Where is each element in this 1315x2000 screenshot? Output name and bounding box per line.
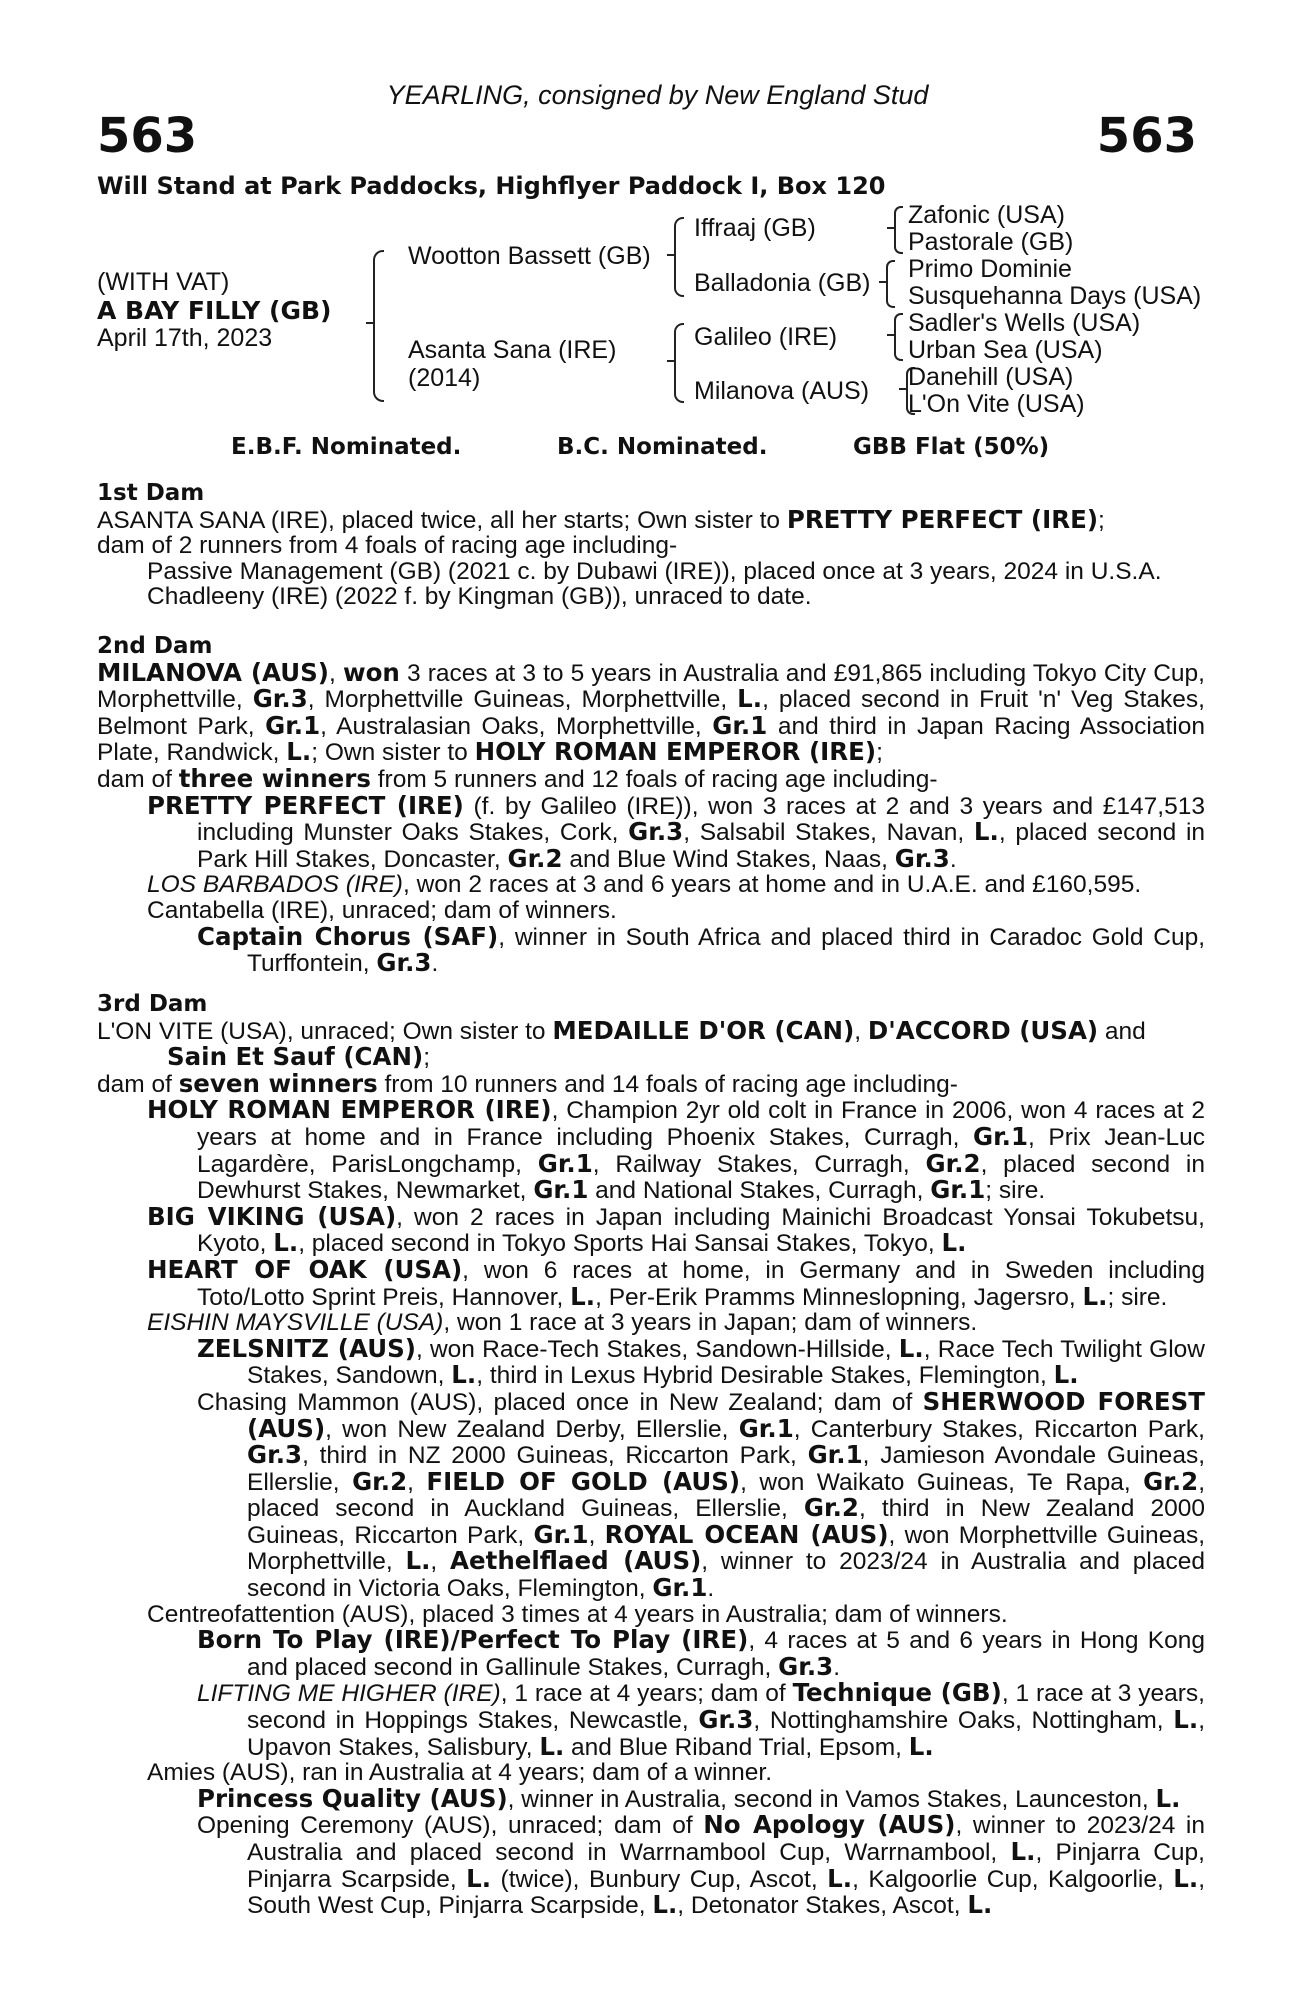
- second-dam-heading: 2nd Dam: [97, 633, 213, 659]
- progeny-entry: Chasing Mammon (AUS), placed once in New Zealand; dam of SHERWOOD FOREST (AUS), won New Zealand Derby, Ellerslie, Gr.1, Canterbury Stakes, Riccarton Park, Gr.3, third in NZ 2000 Guineas, Riccarton Park, Gr.1, Jamieson Avondale Guineas, Ellerslie, Gr.2, FIELD OF GOLD (AUS), won Waikato Guineas, Te Rapa, Gr.2, placed second in Auckland Guineas, Ellerslie, Gr.2, third in New Zealand 2000 Guineas, Riccarton Park, Gr.1, ROYAL OCEAN (AUS), won Morphettville Guineas, Morphettville, L., Aethelflaed (AUS), winner to 2023/24 in Australia and placed second in Victoria Oaks, Flemington, Gr.1.: [197, 1386, 1206, 1603]
- progeny-entry: Cantabella (IRE), unraced; dam of winners.: [147, 896, 617, 924]
- progeny-entry: Captain Chorus (SAF), winner in South Africa and placed third in Caradoc Gold Cup, Turffontein, Gr.3.: [197, 921, 1205, 978]
- pedigree-dam-year: (2014): [408, 364, 481, 392]
- first-dam-heading: 1st Dam: [97, 480, 205, 506]
- progeny-entry: Opening Ceremony (AUS), unraced; dam of No Apology (AUS), winner to 2023/24 in Australia and placed second in Warrnambool Cup, Warrnambool, L., Pinjarra Cup, Pinjarra Scarpside, L. (twice), Bunbury Cup, Ascot, L., Kalgoorlie Cup, Kalgoorlie, L., South West Cup, Pinjarra Scarpside, L., Detonator Stakes, Ascot, L.: [197, 1810, 1205, 1920]
- pedigree-sire: Wootton Bassett (GB): [408, 242, 651, 270]
- pedigree-dam-sire: Galileo (IRE): [694, 323, 838, 351]
- third-dam-produce-line: dam of seven winners from 10 runners and 14 foals of racing age including-: [97, 1068, 958, 1098]
- date-of-birth: April 17th, 2023: [97, 324, 273, 352]
- progeny-entry: Princess Quality (AUS), winner in Australia, second in Vamos Stakes, Launceston, L.: [197, 1783, 1181, 1813]
- progeny-entry: HOLY ROMAN EMPEROR (IRE), Champion 2yr old colt in France in 2006, won 4 races at 2 years at home and in France including Phoenix Stakes, Curragh, Gr.1, Prix Jean-Luc Lagardère, ParisLongchamp, Gr.1, Railway Stakes, Curragh, Gr.2, placed second in Dewhurst Stakes, Newmarket, Gr.1 and National Stakes, Curragh, Gr.1; sire.: [147, 1095, 1205, 1205]
- second-dam-section: [97, 634, 1205, 977]
- first-dam-section: [97, 481, 1205, 610]
- first-dam-produce-line: dam of 2 runners from 4 foals of racing age including-: [97, 532, 678, 560]
- pedigree-sds: Primo Dominie: [908, 255, 1072, 283]
- pedigree-dds: Danehill (USA): [908, 363, 1074, 391]
- pedigree-ddd: L'On Vite (USA): [908, 390, 1085, 418]
- progeny-entry: ZELSNITZ (AUS), won Race-Tech Stakes, Sandown-Hillside, L., Race Tech Twilight Glow Stakes, Sandown, L., third in Lexus Hybrid Desirable Stakes, Flemington, L.: [197, 1333, 1205, 1390]
- sibling-name: PRETTY PERFECT (IRE): [786, 504, 1099, 534]
- lot-number-right: 563: [1096, 108, 1197, 164]
- progeny-entry: LIFTING ME HIGHER (IRE), 1 race at 4 years; dam of Technique (GB), 1 race at 3 years, second in Hoppings Stakes, Newcastle, Gr.3, Nottinghamshire Oaks, Nottingham, L., Upavon Stakes, Salisbury, L. and Blue Riband Trial, Epsom, L.: [197, 1678, 1205, 1761]
- vat-label: (WITH VAT): [97, 268, 230, 296]
- second-dam-entry: MILANOVA (AUS), won 3 races at 3 to 5 years in Australia and £91,865 including Tokyo City Cup, Morphettville, Gr.3, Morphettville Guineas, Morphettville, L., placed second in Fruit 'n' Veg Stakes, Belmont Park, Gr.1, Australasian Oaks, Morphettville, Gr.1 and third in Japan Racing Association Plate, Randwick, L.; Own sister to HOLY ROMAN EMPEROR (IRE);: [97, 657, 1205, 767]
- second-dam-produce-line: dam of three winners from 5 runners and 12 foals of racing age including-: [97, 763, 938, 793]
- horse-name: A BAY FILLY (GB): [97, 296, 332, 325]
- pedigree-dam: Asanta Sana (IRE): [408, 336, 617, 364]
- progeny-entry: PRETTY PERFECT (IRE) (f. by Galileo (IRE)), won 3 races at 2 and 3 years and £147,513 including Munster Oaks Stakes, Cork, Gr.3, Salsabil Stakes, Navan, L., placed second in Park Hill Stakes, Doncaster, Gr.2 and Blue Wind Stakes, Naas, Gr.3.: [147, 790, 1206, 873]
- first-dam-line: ASANTA SANA (IRE), placed twice, all her starts; Own sister to PRETTY PERFECT (IRE);: [97, 504, 1105, 534]
- progeny-entry: BIG VIKING (USA), won 2 races in Japan including Mainichi Broadcast Yonsai Tokubetsu, Kyoto, L., placed second in Tokyo Sports Hai Sansai Stakes, Tokyo, L.: [147, 1201, 1205, 1258]
- bc-nomination: B.C. Nominated.: [557, 434, 768, 460]
- third-dam-entry: L'ON VITE (USA), unraced; Own sister to MEDAILLE D'OR (CAN), D'ACCORD (USA) and Sain Et Sauf (CAN);: [97, 1015, 1146, 1072]
- pedigree-dsd: Urban Sea (USA): [908, 336, 1103, 364]
- progeny-entry: Centreofattention (AUS), placed 3 times at 4 years in Australia; dam of winners.: [147, 1600, 1008, 1628]
- progeny-entry: HEART OF OAK (USA), won 6 races at home, in Germany and in Sweden including Toto/Lotto Sprint Preis, Hannover, L., Per-Erik Pramms Minneslopning, Jagersro, L.; sire.: [147, 1254, 1205, 1311]
- pedigree-sdd: Susquehanna Days (USA): [908, 282, 1202, 310]
- stand-location: Will Stand at Park Paddocks, Highflyer Paddock I, Box 120: [97, 172, 886, 200]
- pedigree-dss: Sadler's Wells (USA): [908, 309, 1141, 337]
- third-dam-section: [97, 992, 1205, 1919]
- progeny-entry: LOS BARBADOS (IRE), won 2 races at 3 and 6 years at home and in U.A.E. and £160,595.: [147, 871, 1142, 899]
- progeny-entry: EISHIN MAYSVILLE (USA), won 1 race at 3 years in Japan; dam of winners.: [147, 1309, 978, 1337]
- ebf-nomination: E.B.F. Nominated.: [231, 434, 462, 460]
- progeny-entry: Chadleeny (IRE) (2022 f. by Kingman (GB)), unraced to date.: [147, 583, 812, 611]
- progeny-entry: Born To Play (IRE)/Perfect To Play (IRE), 4 races at 5 and 6 years in Hong Kong and placed second in Gallinule Stakes, Curragh, Gr.3.: [197, 1625, 1205, 1681]
- progeny-entry: Passive Management (GB) (2021 c. by Dubawi (IRE)), placed once at 3 years, 2024 in U.S.A.: [147, 557, 1162, 585]
- third-dam-heading: 3rd Dam: [97, 991, 208, 1017]
- lot-number-left: 563: [97, 108, 198, 164]
- pedigree-dam-dam: Milanova (AUS): [694, 377, 870, 405]
- gbb-flat: GBB Flat (50%): [853, 434, 1050, 460]
- pedigree-ssd: Pastorale (GB): [908, 228, 1074, 256]
- progeny-entry: Amies (AUS), ran in Australia at 4 years; dam of a winner.: [147, 1759, 773, 1787]
- consignor-line: YEARLING, consigned by New England Stud: [386, 80, 929, 110]
- pedigree-sire-sire: Iffraaj (GB): [694, 214, 816, 242]
- pedigree-sss: Zafonic (USA): [908, 201, 1065, 229]
- pedigree-sire-dam: Balladonia (GB): [694, 269, 871, 297]
